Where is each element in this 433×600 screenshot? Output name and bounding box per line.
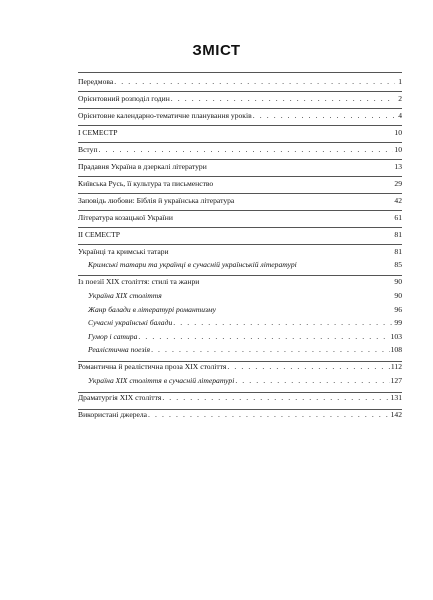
toc-entry-page: 42: [394, 195, 402, 205]
toc-entry: [78, 360, 402, 374]
toc-entry-label: Київська Русь, її культура та письменство: [78, 178, 214, 188]
toc-leader: [99, 143, 394, 157]
toc-entry-label: Орієнтовний розподіл годин: [78, 93, 170, 103]
toc-entry-page: 112: [390, 362, 402, 372]
toc-entry-label: Драматургія ХІХ століття: [78, 392, 162, 402]
toc-entry-page: 1: [398, 77, 402, 86]
toc-entry-label: Прадавня Україна в дзеркалі літератури: [78, 161, 207, 171]
toc-entry-page: 90: [394, 277, 402, 287]
toc-entry: [78, 391, 402, 405]
toc-entry: [78, 194, 402, 208]
toc-entry-label: Сучасні українські балади: [88, 318, 173, 328]
toc-entry-page: 81: [394, 229, 402, 239]
toc-leader: [235, 374, 389, 388]
toc-leader: [173, 316, 393, 330]
toc-entry-page: 103: [390, 331, 402, 341]
toc-entry-label: Українці та кримські татари: [78, 246, 169, 256]
toc-entry-label: Реалістична поезія: [88, 345, 151, 355]
toc-entry-label: Гумор і сатира: [88, 331, 138, 341]
toc-leader: [138, 330, 389, 344]
toc-entry-page: 13: [394, 161, 402, 171]
toc-leader: [162, 391, 389, 405]
toc-leader: [148, 408, 390, 422]
toc-entry-page: 108: [390, 345, 402, 355]
toc-entry-label: Використані джерела: [78, 409, 148, 419]
toc-entry-label: Орієнтовне календарно-тематичне планування уроків: [78, 110, 252, 120]
toc-entry-label: Вступ: [78, 144, 98, 154]
toc-entry-label: Україна ХІХ століття в сучасній літературі: [88, 375, 235, 385]
toc-entry-page: 4: [398, 110, 402, 120]
toc-leader: [227, 360, 389, 374]
toc-entry-label: Жанр балади в літературі романтизму: [88, 304, 216, 314]
divider: [78, 72, 402, 73]
toc-entry-label: Передмова: [78, 77, 114, 86]
toc-entry-page: 2: [398, 93, 402, 103]
toc-entry-page: 29: [394, 178, 402, 188]
toc-entry-label: Із поезії ХІХ століття: стилі та жанри: [78, 277, 200, 287]
toc-entry-label: Романтична й реалістична проза ХІХ століття: [78, 362, 227, 372]
toc-entry-label: Література козацької України: [78, 212, 173, 222]
toc-entry: [78, 275, 402, 289]
toc-entry: [78, 109, 402, 123]
toc-entry: [78, 211, 402, 225]
toc-entry: [78, 228, 402, 242]
toc-leader: [151, 343, 390, 357]
toc-entry-label: Україна ХІХ століття: [88, 291, 162, 301]
toc-subentry: [78, 343, 402, 357]
toc-entry-label: І СЕМЕСТР: [78, 127, 118, 137]
toc-entry-page: 61: [394, 212, 402, 222]
toc-entry-page: 96: [394, 304, 402, 314]
toc-entry-page: 99: [394, 318, 402, 328]
toc-entry-label: Заповідь любови: Біблія й українська література: [78, 195, 235, 205]
toc-entry-page: 142: [390, 409, 402, 419]
toc-entry: [78, 160, 402, 174]
page-title: ЗМІСТ: [192, 42, 241, 59]
toc-entry-page: 131: [390, 392, 402, 402]
toc-entry-label: ІІ СЕМЕСТР: [78, 229, 120, 239]
toc-entry: [78, 92, 402, 106]
toc-leader: [171, 92, 395, 106]
toc-entry: [78, 143, 402, 157]
toc-entry-page: 10: [394, 144, 402, 154]
toc-entry: [78, 177, 402, 191]
toc-entry-page: 85: [394, 260, 402, 270]
toc-leader: [253, 109, 395, 123]
toc-entry-page: 10: [394, 127, 402, 137]
toc-entry: [78, 126, 402, 140]
toc-subentry: [78, 289, 402, 303]
toc-entry: [78, 75, 402, 89]
toc-subentry: [78, 258, 402, 272]
toc-subentry: [78, 303, 402, 317]
table-of-contents: [78, 72, 402, 422]
toc-entry-page: 127: [390, 375, 402, 385]
toc-entry-page: 81: [394, 246, 402, 256]
toc-entry: [78, 245, 402, 259]
toc-leader: [114, 75, 395, 89]
toc-entry-page: 90: [394, 291, 402, 301]
toc-subentry: [78, 374, 402, 388]
toc-entry: [78, 408, 402, 422]
toc-entry-label: Кримські татари та українці в сучасній українській літературі: [88, 260, 297, 270]
toc-subentry: [78, 330, 402, 344]
toc-subentry: [78, 316, 402, 330]
